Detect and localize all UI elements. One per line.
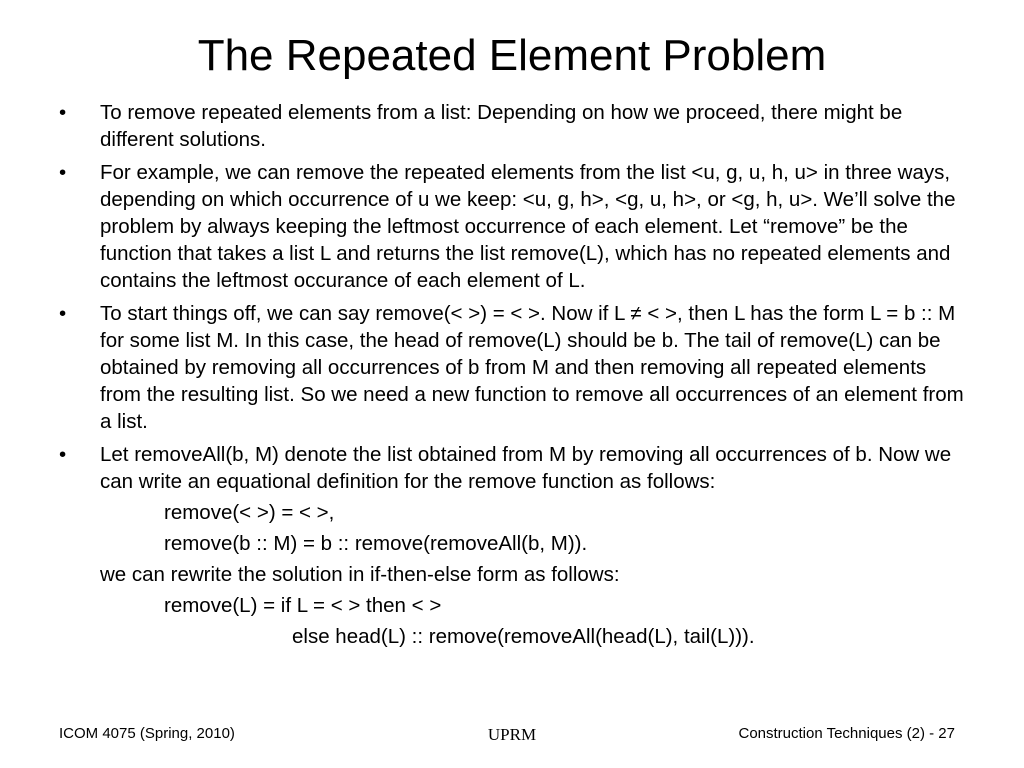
bullet-item [59, 441, 969, 650]
footer-slide-number: Construction Techniques (2) - 27 [738, 725, 955, 742]
bullet-item [59, 159, 969, 294]
rewrite-text: we can rewrite the solution in if-then-else form as follows: [100, 563, 620, 586]
footer-course: ICOM 4075 (Spring, 2010) [59, 725, 235, 742]
bullet-text: To start things off, we can say remove(< >) = < >. Now if L ≠ < >, then L has the form L = b :: M for some list M. In this case, the head of remove(L) should be b. The tail of remove(L) can be obtained by removing all occurrences of b from M and then removing all repeated elements from the resulting list. So we need a new function to remove all occurrences of an element from a list. [100, 302, 964, 433]
bullet-text: Let removeAll(b, M) denote the list obtained from M by removing all occurrences of b. Now we can write an equational definition for the remove function as follows: [100, 443, 952, 493]
bullet-marker: • [59, 101, 67, 124]
bullet-marker: • [59, 443, 67, 466]
footer-institution: UPRM [487, 725, 537, 744]
bullet-list [59, 99, 969, 650]
if-then-line: remove(L) = if L = < > then < > [164, 594, 442, 617]
bullet-text: For example, we can remove the repeated elements from the list <u, g, u, h, u> in three ways, depending on which occurrence of u we keep: <u, g, h>, <g, u, h>, or <g, h, u>. We’ll solve the problem by always keeping the leftmost occurrence of each element. Let “remove” be the function that takes a list L and returns the list remove(L), which has no repeated elements and contains the leftmost occurance of each element of L. [100, 161, 956, 292]
bullet-item [59, 300, 969, 435]
bullet-marker: • [59, 302, 67, 325]
equation-base-case: remove(< >) = < >, [164, 501, 335, 524]
bullet-marker: • [59, 161, 67, 184]
bullet-item [59, 99, 969, 153]
equation-recursive-case: remove(b :: M) = b :: remove(removeAll(b, M)). [164, 532, 588, 555]
slide-title: The Repeated Element Problem [197, 31, 827, 80]
else-line: else head(L) :: remove(removeAll(head(L), tail(L))). [292, 625, 755, 648]
bullet-text: To remove repeated elements from a list: Depending on how we proceed, there might be different solutions. [100, 101, 903, 151]
